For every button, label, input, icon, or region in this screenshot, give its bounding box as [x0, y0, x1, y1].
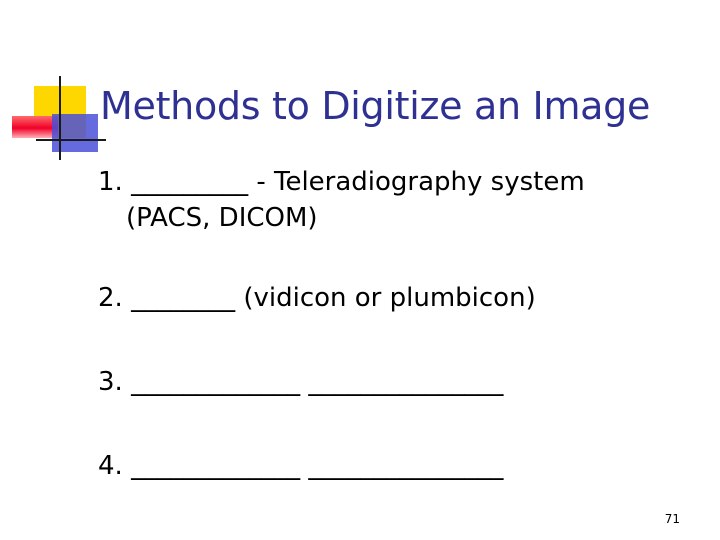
logo-horizontal-line: [36, 139, 106, 141]
list-item-3-text: 3. _____________ _______________: [98, 367, 504, 397]
list-item-1-text: 1. _________ - Teleradiography system: [98, 167, 585, 197]
list-item-3: [98, 364, 698, 400]
list-item-2-text: 2. ________ (vidicon or plumbicon): [98, 283, 536, 313]
slide-content: [98, 164, 698, 484]
logo-vertical-line: [59, 76, 61, 160]
list-item-1: [98, 164, 698, 236]
slide-logo-decoration: [0, 0, 110, 170]
list-item-2: [98, 280, 698, 316]
list-item-4-text: 4. _____________ _______________: [98, 451, 504, 481]
list-item-1-subtext: (PACS, DICOM): [126, 203, 318, 233]
slide-title: Methods to Digitize an Image: [100, 84, 651, 128]
page-number: 71: [664, 512, 680, 526]
list-item-4: [98, 448, 698, 484]
